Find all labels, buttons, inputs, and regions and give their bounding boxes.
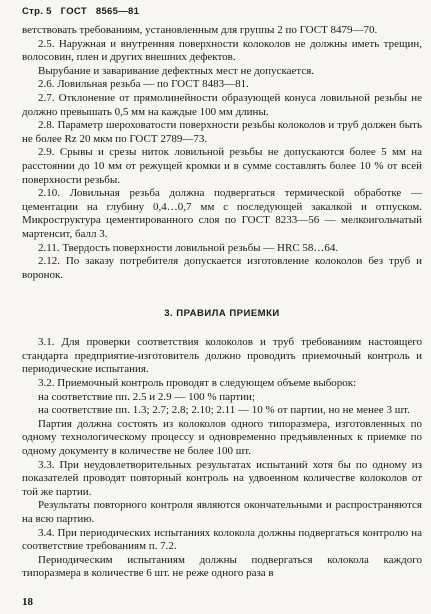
header-page: Стр. 5 xyxy=(22,6,52,17)
paragraph: 2.5. Наружная и внутренняя поверхности колоколов не должны иметь трещин, волосовин, плен и других внешних дефектов. xyxy=(22,37,422,64)
section-title: 3. ПРАВИЛА ПРИЕМКИ xyxy=(164,308,280,320)
paragraph: 3.1. Для проверки соответствия колоколов и труб требованиям настоящего стандарта предприятие-изготовитель должно проводить приемочный контроль и периодические испытания. xyxy=(22,336,422,376)
paragraph: 2.11. Твердость поверхности ловильной резьбы — HRC 58…64. xyxy=(38,241,339,254)
paragraph: Вырубание и заваривание дефектных мест не допускается. xyxy=(38,64,315,77)
header-standard: ГОСТ xyxy=(60,6,87,17)
paragraph: 3.3. При неудовлетворительных результатах испытаний хотя бы по одному из показателей проводят повторный контроль на удвоенном количестве колоколов от той же партии. xyxy=(22,458,422,498)
page-header xyxy=(22,6,145,17)
paragraph: 2.10. Ловильная резьба должна подвергаться термической обработке — цементации на глубину 0,4…0,7 мм с последующей закалкой и отпуском. Микроструктура цементированного слоя по ГОСТ 8233—56 — мелкоигольчатый мартенсит, балл 3. xyxy=(22,187,422,240)
paragraph: 3.4. При периодических испытаниях колокола должны подвергаться контролю на соответствие требованиям п. 7.2. xyxy=(22,526,422,553)
page-number: 18 xyxy=(22,596,33,608)
document-body xyxy=(22,24,422,581)
paragraph: на соответствие пп. 2.5 и 2.9 — 100 % партии; xyxy=(38,390,256,403)
paragraph: 2.8. Параметр шероховатости поверхности резьбы колоколов и труб должен быть не более Rz 20 мкм по ГОСТ 2789—73. xyxy=(22,119,422,145)
section-2-continued xyxy=(22,24,422,282)
paragraph: Периодическим испытаниям должны подвергаться колокола каждого типоразмера в количестве 6 шт. не реже одного раза в xyxy=(22,553,422,580)
paragraph: 2.12. По заказу потребителя допускается изготовление колоколов без труб и воронок. xyxy=(22,255,422,281)
paragraph: ветствовать требованиям, установленным для группы 2 по ГОСТ 8479—70. xyxy=(22,24,378,36)
paragraph: Партия должна состоять из колоколов одного типоразмера, изготовленных по одному технологическому процессу и одновременно предъявленных к приемке по одному документу в количестве не более 100 шт. xyxy=(22,417,422,458)
paragraph: 2.6. Ловильная резьба — по ГОСТ 8483—81. xyxy=(38,78,249,91)
paragraph: 2.7. Отклонение от прямолинейности образующей конуса ловильной резьбы не должно превышать 0,5 мм на каждые 100 мм длины. xyxy=(22,91,422,118)
paragraph: Результаты повторного контроля являются окончательными и распространяются на всю партию. xyxy=(22,499,422,525)
paragraph: 2.9. Срывы и срезы ниток ловильной резьбы не допускаются более 5 мм на расстоянии до 10 мм от режущей кромки и в сумме составлять более 10 % от всей поверхности резьбы. xyxy=(22,146,422,186)
paragraph: на соответствие пп. 1.3; 2.7; 2.8; 2.10; 2.11 — 10 % от партии, но не менее 3 шт. xyxy=(38,404,410,417)
paragraph: 3.2. Приемочный контроль проводят в следующем объеме выборок: xyxy=(38,377,357,390)
section-3-body xyxy=(22,336,422,581)
header-code: 8565—81 xyxy=(95,6,140,17)
